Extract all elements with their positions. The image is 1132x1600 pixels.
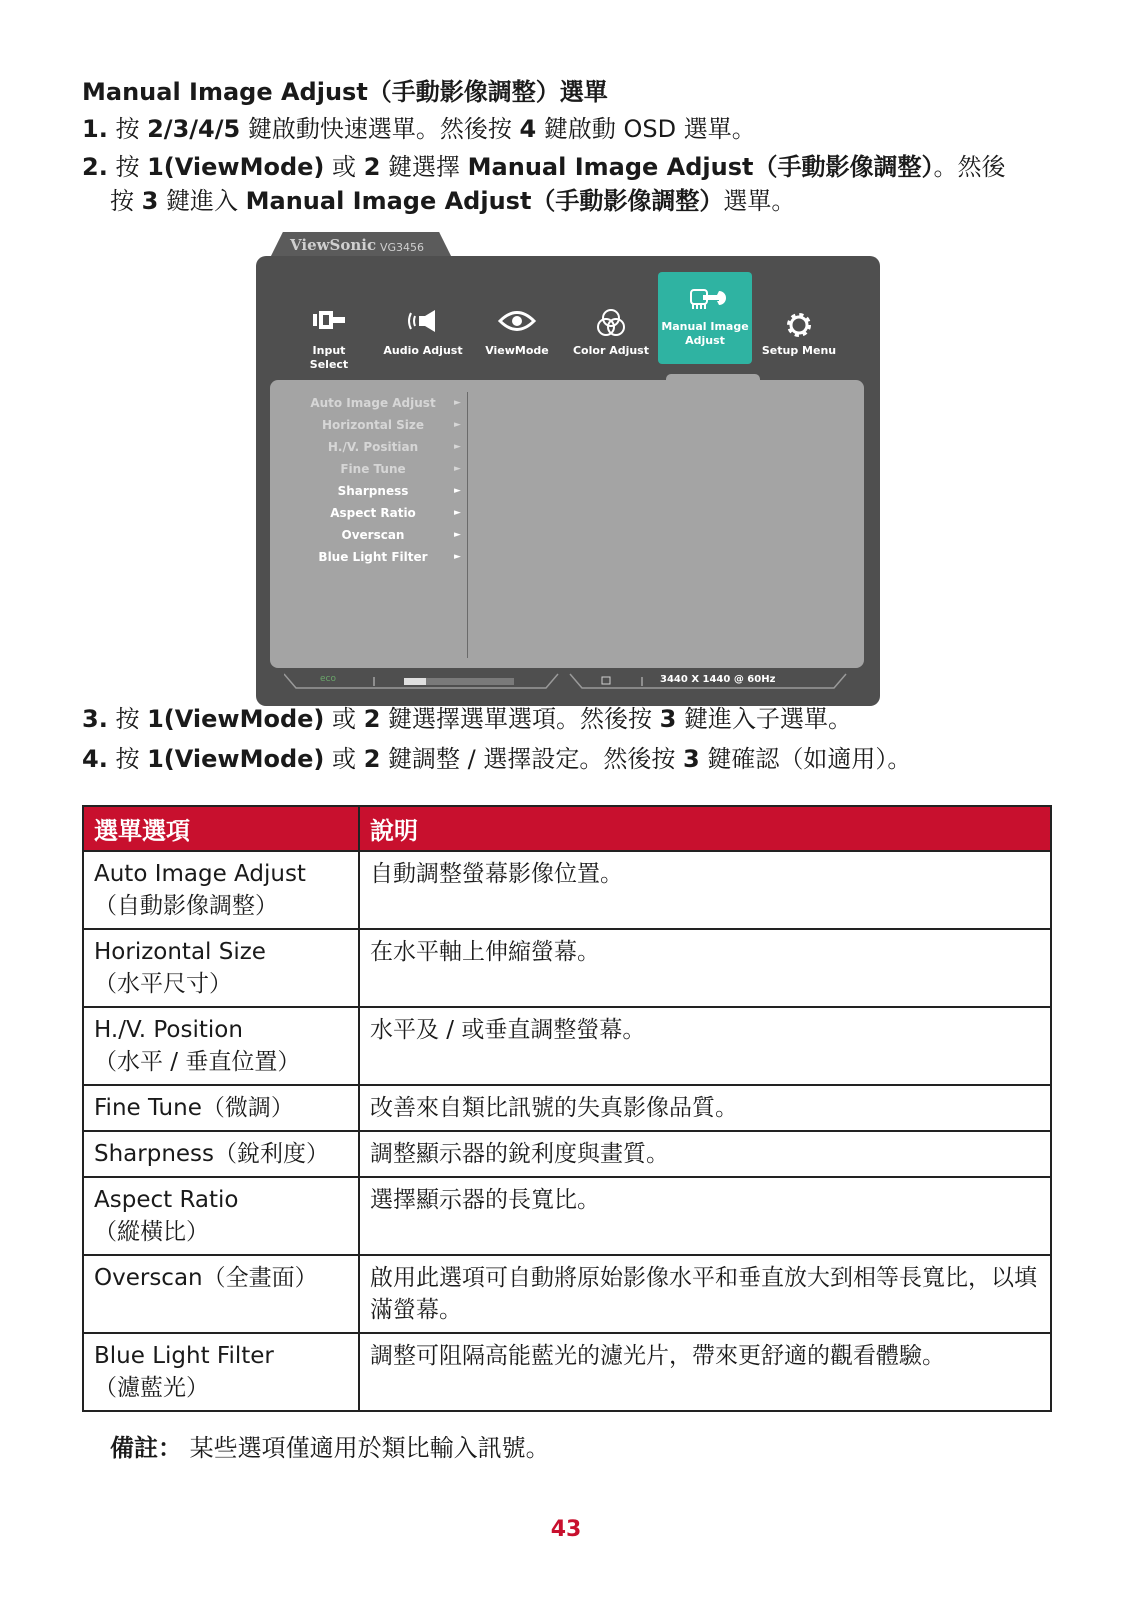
osd-menu-item[interactable]: Overscan ►	[298, 524, 478, 546]
table-row	[83, 929, 1051, 1007]
step-text: 鍵啟動 OSD 選單。	[543, 115, 756, 143]
osd-menu-item[interactable]: Sharpness ►	[298, 480, 478, 502]
step-text: 按	[115, 705, 140, 733]
osd-tab-label: Select	[309, 358, 349, 371]
arrow-right-icon: ►	[454, 552, 461, 562]
table-header-row	[83, 806, 1051, 851]
table-row	[83, 851, 1051, 929]
description-cell: 選擇顯示器的長寬比。	[359, 1177, 1051, 1255]
option-cell: H./V. Position （水平 / 垂直位置）	[83, 1007, 359, 1085]
description-cell: 水平及 / 或垂直調整螢幕。	[359, 1007, 1051, 1085]
step-number: 4.	[82, 745, 108, 773]
osd-menu-item[interactable]: Fine Tune ►	[298, 458, 478, 480]
table-row	[83, 1085, 1051, 1131]
step-text: 按	[110, 187, 134, 215]
step-key: 1(ViewMode)	[147, 153, 325, 181]
step-2	[82, 150, 1042, 218]
step-key: 3	[141, 187, 159, 215]
table-row	[83, 1131, 1051, 1177]
step-key: 2/3/4/5	[147, 115, 241, 143]
step-key: 2	[363, 705, 381, 733]
step-text: 鍵調整 / 選擇設定。然後按	[388, 745, 676, 773]
color-circles-icon	[564, 308, 658, 338]
step-number: 3.	[82, 705, 108, 733]
arrow-right-icon: ►	[454, 442, 461, 452]
note-label: 備註：	[110, 1434, 182, 1462]
step-text: 或	[332, 745, 357, 773]
option-cell: Fine Tune（微調）	[83, 1085, 359, 1131]
step-key: 3	[659, 705, 677, 733]
osd-model-label: VG3456	[380, 241, 425, 254]
osd-tab-viewmode[interactable]	[470, 286, 564, 378]
arrow-right-icon: ►	[454, 530, 461, 540]
step-key: 3	[683, 745, 700, 773]
description-cell: 啟用此選項可自動將原始影像水平和垂直放大到相等長寬比，以填滿螢幕。	[359, 1255, 1051, 1333]
osd-tab-input-select[interactable]	[282, 286, 376, 378]
menu-options-table	[82, 805, 1052, 1412]
arrow-right-icon: ►	[454, 398, 461, 408]
option-cell: Sharpness（銳利度）	[83, 1131, 359, 1177]
eye-icon	[470, 308, 564, 338]
osd-menu-item[interactable]: Horizontal Size ►	[298, 414, 478, 436]
osd-tab-manual-image-adjust[interactable]	[658, 272, 752, 364]
option-cell: Horizontal Size （水平尺寸）	[83, 929, 359, 1007]
osd-tab-label: ViewMode	[485, 344, 549, 357]
step-text: 鍵選擇	[388, 153, 461, 181]
step-text: 按	[115, 115, 140, 143]
step-text: 按	[115, 745, 140, 773]
gear-icon	[752, 308, 846, 338]
osd-tab-color-adjust[interactable]	[564, 286, 658, 378]
table-row	[83, 1177, 1051, 1255]
step-key: 2	[363, 153, 381, 181]
step-text: 鍵進入子選單。	[684, 705, 853, 733]
step-text: 或	[332, 153, 357, 181]
step-text: 鍵選擇選單選項。然後按	[388, 705, 653, 733]
step-menu-name: Manual Image Adjust（手動影像調整）	[245, 187, 724, 215]
step-menu-name: Manual Image Adjust（手動影像調整）	[467, 153, 934, 181]
step-text: 鍵進入	[165, 187, 238, 215]
step-key: 2	[363, 745, 381, 773]
table-header-description: 說明	[359, 806, 1051, 851]
description-cell: 自動調整螢幕影像位置。	[359, 851, 1051, 929]
osd-menu-item[interactable]: Auto Image Adjust ►	[298, 392, 478, 414]
step-text: 鍵啟動快速選單。然後按	[247, 115, 512, 143]
input-select-icon	[282, 308, 376, 338]
arrow-right-icon: ►	[454, 486, 461, 496]
osd-tab-audio-adjust[interactable]	[376, 286, 470, 378]
eco-icon: eco	[320, 674, 336, 684]
osd-menu-item[interactable]: Aspect Ratio ►	[298, 502, 478, 524]
note-text: 某些選項僅適用於類比輸入訊號。	[189, 1434, 550, 1462]
arrow-right-icon: ►	[454, 420, 461, 430]
step-text: 或	[332, 705, 357, 733]
table-header-option: 選單選項	[83, 806, 359, 851]
osd-tab-label: Adjust	[685, 334, 725, 347]
osd-resolution-readout: 3440 X 1440 @ 60Hz	[660, 674, 776, 685]
step-text: 選單。	[723, 187, 796, 215]
osd-tab-setup-menu[interactable]	[752, 286, 846, 378]
description-cell: 調整可阻隔高能藍光的濾光片，帶來更舒適的觀看體驗。	[359, 1333, 1051, 1411]
step-1	[82, 112, 1042, 146]
osd-brand-logo: ViewSonic	[290, 236, 377, 254]
step-key: 1(ViewMode)	[147, 745, 325, 773]
osd-tab-label: Setup Menu	[761, 344, 837, 357]
option-cell: Aspect Ratio （縱橫比）	[83, 1177, 359, 1255]
step-4	[82, 742, 1042, 776]
osd-tab-label: Input	[312, 344, 346, 357]
step-text: 按	[115, 153, 140, 181]
osd-menu-item[interactable]: Blue Light Filter ►	[298, 546, 478, 568]
option-cell: Blue Light Filter （濾藍光）	[83, 1333, 359, 1411]
osd-menu-item[interactable]: H./V. Positian ►	[298, 436, 478, 458]
table-row	[83, 1333, 1051, 1411]
arrow-right-icon: ►	[454, 464, 461, 474]
step-number: 2.	[82, 153, 108, 181]
step-number: 1.	[82, 115, 108, 143]
option-cell: Auto Image Adjust （自動影像調整）	[83, 851, 359, 929]
osd-tab-label: Color Adjust	[572, 344, 649, 357]
step-text: 。然後	[933, 153, 1006, 181]
table-row	[83, 1007, 1051, 1085]
step-text: 鍵確認（如適用）。	[707, 745, 912, 773]
step-key: 1(ViewMode)	[147, 705, 325, 733]
step-key: 4	[519, 115, 537, 143]
note	[110, 1428, 550, 1463]
osd-tab-label: Audio Adjust	[383, 344, 463, 357]
osd-tab-label: Manual Image	[661, 320, 749, 333]
arrow-right-icon: ►	[454, 508, 461, 518]
section-heading: Manual Image Adjust（手動影像調整）選單	[82, 78, 608, 106]
option-cell: Overscan（全畫面）	[83, 1255, 359, 1333]
speaker-icon	[376, 308, 470, 338]
table-row	[83, 1255, 1051, 1333]
description-cell: 改善來自類比訊號的失真影像品質。	[359, 1085, 1051, 1131]
step-continuation	[82, 184, 1042, 218]
description-cell: 調整顯示器的銳利度與畫質。	[359, 1131, 1051, 1177]
hand-wrench-icon	[658, 284, 752, 314]
description-cell: 在水平軸上伸縮螢幕。	[359, 929, 1051, 1007]
page-number: 43	[550, 1517, 582, 1542]
step-3	[82, 702, 1042, 736]
osd-status-bar	[284, 672, 854, 692]
